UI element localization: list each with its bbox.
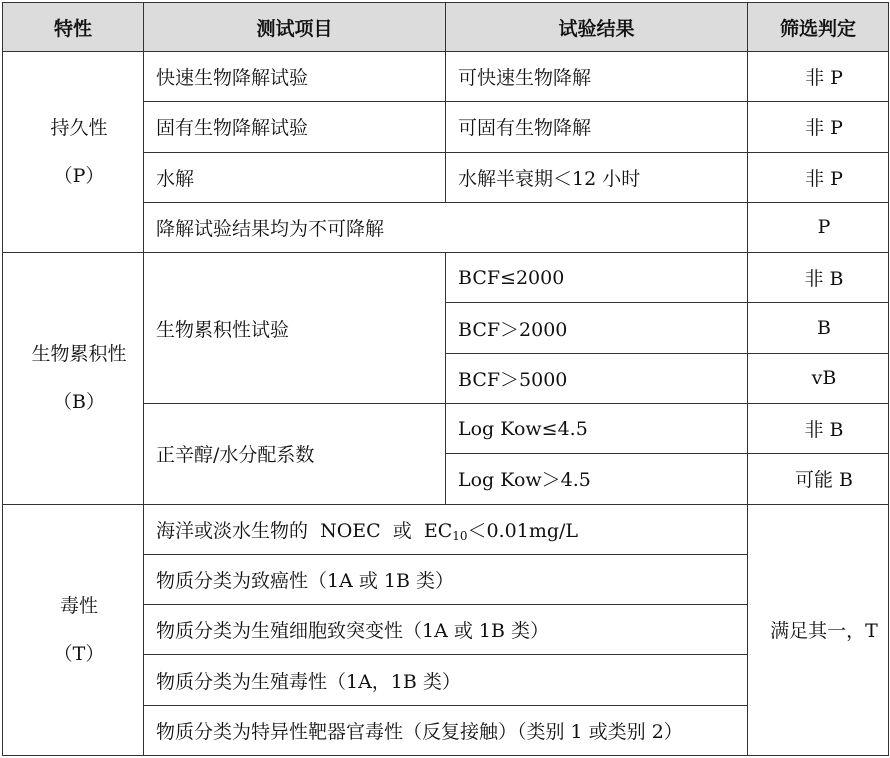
verdict: 满足其一，T xyxy=(748,504,889,755)
verdict: 非 P xyxy=(748,102,889,152)
test-item: 正辛醇/水分配系数 xyxy=(144,403,446,504)
test-result: BCF＞2000 xyxy=(446,303,748,353)
category-bioaccumulation xyxy=(3,253,144,504)
header-property: 特性 xyxy=(3,3,144,52)
category-name: 持久性 xyxy=(50,117,108,140)
test-result: 水解半衰期＜12 小时 xyxy=(446,152,748,202)
verdict: 可能 B xyxy=(748,454,889,504)
category-name: 毒性 xyxy=(59,594,98,617)
table-row xyxy=(3,504,889,554)
noec-subscript: 10 xyxy=(452,528,468,543)
table-row xyxy=(3,52,889,102)
test-item xyxy=(144,504,748,554)
header-test-item: 测试项目 xyxy=(144,3,446,52)
test-result: BCF＞5000 xyxy=(446,353,748,403)
test-item: 物质分类为生殖毒性（1A，1B 类） xyxy=(144,655,748,705)
verdict: 非 B xyxy=(748,253,889,303)
category-toxicity xyxy=(3,504,144,755)
noec-suffix: ＜0.01mg/L xyxy=(467,519,579,542)
test-item: 生物累积性试验 xyxy=(144,253,446,404)
category-persistence xyxy=(3,52,144,253)
test-result: 可固有生物降解 xyxy=(446,102,748,152)
test-item: 水解 xyxy=(144,152,446,202)
header-test-result: 试验结果 xyxy=(446,3,748,52)
category-code: （T） xyxy=(53,642,105,665)
noec-prefix: 海洋或淡水生物的 NOEC 或 EC xyxy=(156,519,453,542)
verdict: 非 P xyxy=(748,152,889,202)
test-item: 物质分类为特异性靶器官毒性（反复接触）（类别 1 或类别 2） xyxy=(144,705,748,755)
pbt-screening-table xyxy=(2,2,889,756)
test-item: 快速生物降解试验 xyxy=(144,52,446,102)
verdict: B xyxy=(748,303,889,353)
test-item: 物质分类为致癌性（1A 或 1B 类） xyxy=(144,554,748,604)
test-result: BCF≤2000 xyxy=(446,253,748,303)
header-screening-verdict: 筛选判定 xyxy=(748,3,889,52)
test-item: 降解试验结果均为不可降解 xyxy=(144,202,748,252)
verdict: 非 B xyxy=(748,403,889,453)
verdict: 非 P xyxy=(748,52,889,102)
test-result: Log Kow＞4.5 xyxy=(446,454,748,504)
verdict: P xyxy=(748,202,889,252)
verdict: vB xyxy=(748,353,889,403)
test-result: Log Kow≤4.5 xyxy=(446,403,748,453)
category-code: （P） xyxy=(53,165,105,188)
test-result: 可快速生物降解 xyxy=(446,52,748,102)
category-code: （B） xyxy=(53,391,105,414)
test-item: 固有生物降解试验 xyxy=(144,102,446,152)
category-name: 生物累积性 xyxy=(31,343,127,366)
table-row xyxy=(3,253,889,303)
header-row xyxy=(3,3,889,52)
test-item: 物质分类为生殖细胞致突变性（1A 或 1B 类） xyxy=(144,605,748,655)
